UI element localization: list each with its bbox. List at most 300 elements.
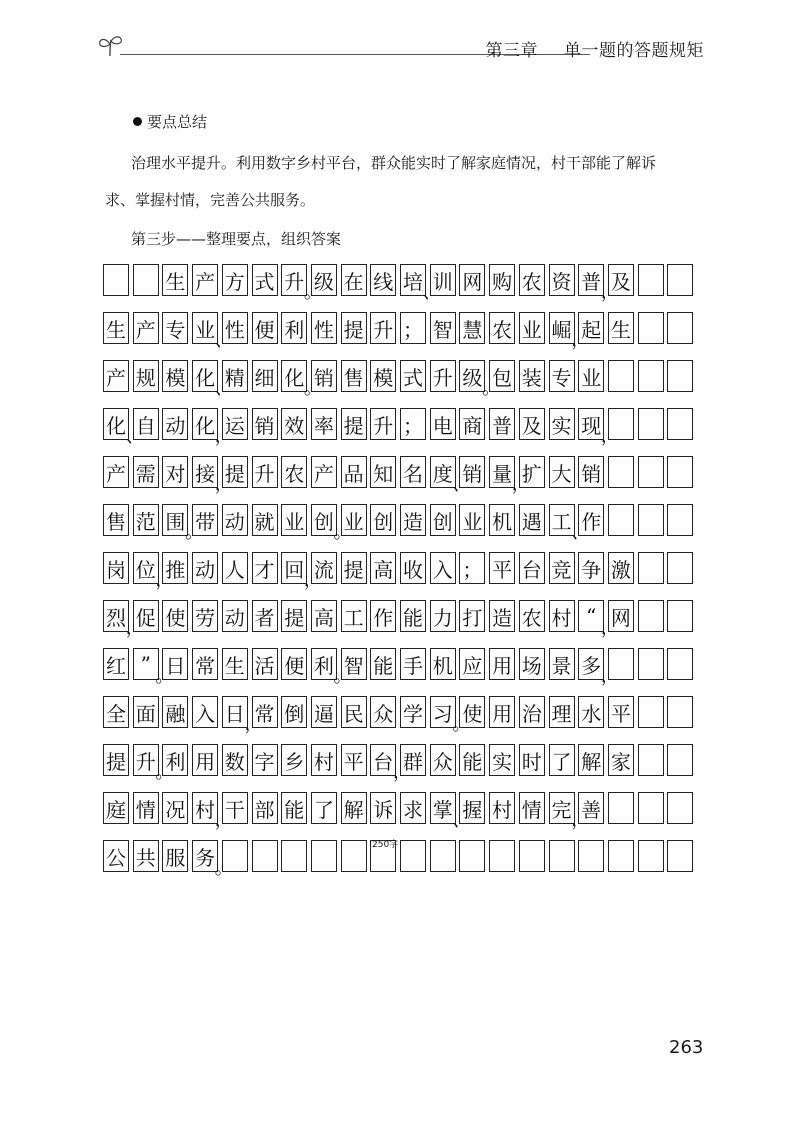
grid-cell: 生 xyxy=(608,312,634,344)
grid-cell: 了 xyxy=(311,792,337,824)
grid-cell: 性 xyxy=(311,312,337,344)
grid-cell: 资 xyxy=(549,264,575,296)
grid-cell: 普 xyxy=(489,408,515,440)
grid-cell: 常 xyxy=(192,648,218,680)
grid-cell: 烈 xyxy=(103,600,129,632)
grid-row xyxy=(103,408,697,447)
grid-cell: 造 xyxy=(400,504,426,536)
grid-cell xyxy=(400,840,426,872)
grid-cell xyxy=(667,696,693,728)
grid-cell: 产 xyxy=(103,360,129,392)
punctuation-mark: ， xyxy=(511,474,530,495)
grid-row xyxy=(103,360,697,399)
grid-row xyxy=(103,744,697,783)
grid-cell: 公 xyxy=(103,840,129,872)
grid-cell: 慧 xyxy=(459,312,485,344)
grid-cell: 作 xyxy=(370,600,396,632)
punctuation-mark: ， xyxy=(600,426,619,447)
grid-cell: 精 xyxy=(222,360,248,392)
grid-cell xyxy=(638,264,664,296)
grid-cell: 能 xyxy=(370,648,396,680)
grid-cell: 回 xyxy=(281,552,307,584)
grid-cell: 倒 xyxy=(281,696,307,728)
grid-cell: 情 xyxy=(519,792,545,824)
punctuation-mark: 。 xyxy=(155,762,174,783)
grid-cell: 完 xyxy=(549,792,575,824)
grid-cell: 竞 xyxy=(549,552,575,584)
punctuation-mark: ， xyxy=(600,618,619,639)
punctuation-mark: 。 xyxy=(303,282,322,303)
grid-cell: 了 xyxy=(549,744,575,776)
grid-cell xyxy=(638,744,664,776)
grid-cell: 遇 xyxy=(519,504,545,536)
grid-cell: 产 xyxy=(192,264,218,296)
grid-cell: 面 xyxy=(133,696,159,728)
grid-cell: 者 xyxy=(252,600,278,632)
grid-cell xyxy=(667,792,693,824)
grid-cell: 训 xyxy=(430,264,456,296)
grid-cell: 升 xyxy=(430,360,456,392)
grid-cell: 农 xyxy=(519,600,545,632)
grid-cell: 工 xyxy=(549,504,575,536)
grid-cell: 及 xyxy=(608,264,634,296)
grid-cell: 式 xyxy=(252,264,278,296)
grid-cell xyxy=(222,840,248,872)
grid-cell: 群 xyxy=(400,744,426,776)
punctuation-mark: 。 xyxy=(333,666,352,687)
punctuation-mark: ， xyxy=(303,570,322,591)
grid-cell xyxy=(638,600,664,632)
grid-cell: 收 xyxy=(400,552,426,584)
grid-cell: 自 xyxy=(133,408,159,440)
key-points-heading xyxy=(133,111,207,132)
grid-cell: 台 xyxy=(370,744,396,776)
grid-cell: 专 xyxy=(549,360,575,392)
grid-cell: 日 xyxy=(222,696,248,728)
punctuation-mark: 。 xyxy=(452,714,471,735)
grid-cell: 流 xyxy=(311,552,337,584)
grid-cell: 网 xyxy=(608,600,634,632)
grid-cell: 培 xyxy=(400,264,426,296)
grid-cell: 岗 xyxy=(103,552,129,584)
grid-cell: 专 xyxy=(162,312,188,344)
grid-cell: 业 xyxy=(519,312,545,344)
grid-cell: 农 xyxy=(281,456,307,488)
grid-row xyxy=(103,600,697,639)
grid-cell: 业 xyxy=(578,360,604,392)
grid-cell: 入 xyxy=(430,552,456,584)
page-header xyxy=(96,30,704,64)
punctuation-mark: 、 xyxy=(571,522,590,543)
punctuation-mark: ， xyxy=(155,570,174,591)
grid-cell: 升 xyxy=(370,312,396,344)
grid-cell: 全 xyxy=(103,696,129,728)
grid-cell xyxy=(638,504,664,536)
grid-cell: 动 xyxy=(162,408,188,440)
grid-cell xyxy=(578,840,604,872)
punctuation-mark: ， xyxy=(244,714,263,735)
grid-cell: 能 xyxy=(400,600,426,632)
grid-cell: 升 xyxy=(281,264,307,296)
grid-cell: 解 xyxy=(341,792,367,824)
grid-cell: 现 xyxy=(578,408,604,440)
grid-cell: 范 xyxy=(133,504,159,536)
grid-cell: 求 xyxy=(400,792,426,824)
grid-cell: 销 xyxy=(578,456,604,488)
grid-cell: 创 xyxy=(430,504,456,536)
grid-cell: 部 xyxy=(252,792,278,824)
grid-cell: 实 xyxy=(489,744,515,776)
punctuation-mark: ， xyxy=(571,810,590,831)
grid-row xyxy=(103,456,697,495)
grid-cell xyxy=(667,840,693,872)
grid-cell xyxy=(638,792,664,824)
grid-cell xyxy=(133,264,159,296)
grid-cell xyxy=(608,840,634,872)
grid-cell: 智 xyxy=(430,312,456,344)
grid-cell xyxy=(667,552,693,584)
grid-cell: 崛 xyxy=(549,312,575,344)
grid-cell xyxy=(281,840,307,872)
grid-cell: 促 xyxy=(133,600,159,632)
grid-cell: 率 xyxy=(311,408,337,440)
grid-cell: 水 xyxy=(578,696,604,728)
grid-cell: 握 xyxy=(459,792,485,824)
punctuation-mark: ， xyxy=(600,666,619,687)
grid-cell: 利 xyxy=(162,744,188,776)
grid-cell xyxy=(549,840,575,872)
grid-cell xyxy=(252,840,278,872)
grid-cell: 化 xyxy=(192,360,218,392)
grid-row xyxy=(103,648,697,687)
grid-cell: 网 xyxy=(459,264,485,296)
grid-cell: 生 xyxy=(103,312,129,344)
grid-cell: 字 xyxy=(252,744,278,776)
grid-cell: 时 xyxy=(519,744,545,776)
grid-cell: 细 xyxy=(252,360,278,392)
grid-cell: 装 xyxy=(519,360,545,392)
grid-cell: 红 xyxy=(103,648,129,680)
punctuation-mark: 。 xyxy=(333,522,352,543)
grid-cell: 购 xyxy=(489,264,515,296)
grid-cell: 利 xyxy=(311,648,337,680)
punctuation-mark: 、 xyxy=(452,810,471,831)
grid-cell xyxy=(638,312,664,344)
grid-cell: 对 xyxy=(162,456,188,488)
grid-cell: 常 xyxy=(252,696,278,728)
grid-cell: 商 xyxy=(459,408,485,440)
grid-cell: 民 xyxy=(341,696,367,728)
grid-cell xyxy=(489,840,515,872)
grid-cell: ； xyxy=(459,552,485,584)
grid-row xyxy=(103,552,697,591)
grid-cell: 在 xyxy=(341,264,367,296)
grid-cell xyxy=(638,360,664,392)
grid-cell: 家 xyxy=(608,744,634,776)
bullet-dot-icon xyxy=(133,117,142,126)
grid-cell: 售 xyxy=(341,360,367,392)
grid-cell: 能 xyxy=(281,792,307,824)
grid-cell: 众 xyxy=(370,696,396,728)
grid-cell: 用 xyxy=(489,648,515,680)
grid-cell: 电 xyxy=(430,408,456,440)
grid-cell xyxy=(638,552,664,584)
punctuation-mark: 、 xyxy=(422,282,441,303)
grid-cell: 需 xyxy=(133,456,159,488)
grid-cell: 方 xyxy=(222,264,248,296)
grid-cell: 级 xyxy=(311,264,337,296)
grid-cell: 造 xyxy=(489,600,515,632)
grid-cell: 工 xyxy=(341,600,367,632)
punctuation-mark: ， xyxy=(600,282,619,303)
grid-cell xyxy=(638,648,664,680)
grid-row xyxy=(103,840,697,879)
grid-cell xyxy=(667,600,693,632)
grid-row xyxy=(103,696,697,735)
grid-cell: 习 xyxy=(430,696,456,728)
grid-cell: 创 xyxy=(311,504,337,536)
chapter-label: 第三章 xyxy=(485,41,538,61)
grid-cell: 售 xyxy=(103,504,129,536)
grid-cell: 人 xyxy=(222,552,248,584)
grid-cell: 平 xyxy=(341,744,367,776)
grid-cell xyxy=(608,504,634,536)
grid-cell xyxy=(638,456,664,488)
grid-cell: 效 xyxy=(281,408,307,440)
grid-cell: ” xyxy=(133,648,159,680)
grid-cell: ； xyxy=(400,408,426,440)
grid-cell xyxy=(638,840,664,872)
grid-cell: 融 xyxy=(162,696,188,728)
grid-cell: 解 xyxy=(578,744,604,776)
grid-cell: 化 xyxy=(103,408,129,440)
grid-cell: 村 xyxy=(192,792,218,824)
page-number: 263 xyxy=(669,1037,704,1058)
punctuation-mark: 、 xyxy=(214,330,233,351)
grid-cell: 提 xyxy=(341,408,367,440)
grid-cell: 动 xyxy=(222,600,248,632)
grid-cell xyxy=(667,264,693,296)
grid-cell xyxy=(103,264,129,296)
grid-cell: 日 xyxy=(162,648,188,680)
grid-cell: 包 xyxy=(489,360,515,392)
grid-cell: “ xyxy=(578,600,604,632)
grid-cell: 推 xyxy=(162,552,188,584)
grid-cell: 销 xyxy=(459,456,485,488)
grid-cell: 销 xyxy=(252,408,278,440)
punctuation-mark: ， xyxy=(214,810,233,831)
punctuation-mark: 。 xyxy=(482,378,501,399)
punctuation-mark: ， xyxy=(214,426,233,447)
punctuation-mark: 、 xyxy=(214,378,233,399)
grid-cell: 大 xyxy=(549,456,575,488)
grid-cell: 线 xyxy=(370,264,396,296)
grid-cell: 就 xyxy=(252,504,278,536)
grid-cell xyxy=(608,360,634,392)
grid-cell: 起 xyxy=(578,312,604,344)
grid-cell: 提 xyxy=(281,600,307,632)
grid-row xyxy=(103,792,697,831)
punctuation-mark: 。 xyxy=(303,378,322,399)
grid-cell: 业 xyxy=(192,312,218,344)
grid-cell: 便 xyxy=(281,648,307,680)
grid-cell: 使 xyxy=(459,696,485,728)
grid-cell: ； xyxy=(400,312,426,344)
grid-cell xyxy=(608,792,634,824)
grid-cell: 平 xyxy=(489,552,515,584)
grid-cell: 能 xyxy=(459,744,485,776)
grid-cell: 规 xyxy=(133,360,159,392)
grid-cell: 乡 xyxy=(281,744,307,776)
grid-cell: 激 xyxy=(608,552,634,584)
grid-cell: 利 xyxy=(281,312,307,344)
grid-cell: 运 xyxy=(222,408,248,440)
grid-cell: 升 xyxy=(370,408,396,440)
grid-cell: 应 xyxy=(459,648,485,680)
punctuation-mark: 、 xyxy=(125,426,144,447)
grid-cell xyxy=(311,840,337,872)
grid-cell: 级 xyxy=(459,360,485,392)
grid-cell: 提 xyxy=(341,312,367,344)
grid-cell xyxy=(608,408,634,440)
grid-cell: 位 xyxy=(133,552,159,584)
grid-cell: 生 xyxy=(222,648,248,680)
grid-cell: 治 xyxy=(519,696,545,728)
grid-cell: 模 xyxy=(162,360,188,392)
grid-cell xyxy=(667,312,693,344)
grid-cell: 业 xyxy=(281,504,307,536)
answer-grid xyxy=(103,264,697,888)
punctuation-mark: 。 xyxy=(214,858,233,879)
grid-cell: 干 xyxy=(222,792,248,824)
grid-cell xyxy=(638,696,664,728)
grid-cell: 品 xyxy=(341,456,367,488)
grid-cell: 况 xyxy=(162,792,188,824)
grid-cell: 带 xyxy=(192,504,218,536)
grid-cell: 诉 xyxy=(370,792,396,824)
grid-cell: 销 xyxy=(311,360,337,392)
grid-cell: 普 xyxy=(578,264,604,296)
grid-cell: 智 xyxy=(341,648,367,680)
grid-cell: 机 xyxy=(489,504,515,536)
grid-cell: 升 xyxy=(133,744,159,776)
grid-cell: 高 xyxy=(311,600,337,632)
grid-row xyxy=(103,504,697,543)
grid-cell: 使 xyxy=(162,600,188,632)
grid-cell: 性 xyxy=(222,312,248,344)
grid-cell: 力 xyxy=(430,600,456,632)
summary-line: 治理水平提升。利用数字乡村平台，群众能实时了解家庭情况，村干部能了解诉 xyxy=(131,154,657,172)
grid-cell: 提 xyxy=(103,744,129,776)
word-count-label: 250字 xyxy=(372,840,399,850)
grid-cell: 逼 xyxy=(311,696,337,728)
grid-cell: 活 xyxy=(252,648,278,680)
punctuation-mark: ， xyxy=(125,618,144,639)
punctuation-mark: 、 xyxy=(452,474,471,495)
grid-cell xyxy=(459,840,485,872)
grid-cell: 务 xyxy=(192,840,218,872)
grid-cell xyxy=(667,408,693,440)
grid-cell: 度 xyxy=(430,456,456,488)
grid-cell: 村 xyxy=(311,744,337,776)
grid-cell: 理 xyxy=(549,696,575,728)
punctuation-mark: ， xyxy=(214,474,233,495)
grid-cell: 村 xyxy=(549,600,575,632)
grid-cell: 农 xyxy=(519,264,545,296)
grid-cell xyxy=(341,840,367,872)
grid-cell: 作 xyxy=(578,504,604,536)
grid-cell: 用 xyxy=(489,696,515,728)
punctuation-mark: ， xyxy=(393,762,411,783)
grid-cell: 便 xyxy=(252,312,278,344)
grid-cell: 手 xyxy=(400,648,426,680)
grid-cell: 台 xyxy=(519,552,545,584)
grid-cell: 升 xyxy=(252,456,278,488)
running-title xyxy=(486,36,705,61)
grid-cell: 劳 xyxy=(192,600,218,632)
summary-line: 求、掌握村情，完善公共服务。 xyxy=(105,191,316,209)
grid-cell: 产 xyxy=(103,456,129,488)
punctuation-mark: 。 xyxy=(185,522,204,543)
grid-cell: 扩 xyxy=(519,456,545,488)
grid-cell xyxy=(667,456,693,488)
grid-cell: 才 xyxy=(252,552,278,584)
grid-cell xyxy=(667,504,693,536)
grid-cell: 生 xyxy=(162,264,188,296)
grid-cell: 情 xyxy=(133,792,159,824)
grid-row xyxy=(103,264,697,303)
grid-cell: 业 xyxy=(459,504,485,536)
chapter-title: 单一题的答题规矩 xyxy=(564,41,704,61)
grid-cell xyxy=(667,648,693,680)
grid-cell: 掌 xyxy=(430,792,456,824)
grid-cell: 农 xyxy=(489,312,515,344)
grid-cell xyxy=(519,840,545,872)
grid-cell: 业 xyxy=(341,504,367,536)
grid-cell: 名 xyxy=(400,456,426,488)
grid-cell: 众 xyxy=(430,744,456,776)
grid-cell: 化 xyxy=(192,408,218,440)
grid-cell: 景 xyxy=(549,648,575,680)
grid-cell: 庭 xyxy=(103,792,129,824)
grid-row xyxy=(103,312,697,351)
grid-cell: 及 xyxy=(519,408,545,440)
punctuation-mark: 。 xyxy=(155,666,174,687)
key-points-label: 要点总结 xyxy=(147,113,208,131)
grid-cell: 式 xyxy=(400,360,426,392)
grid-cell: 入 xyxy=(192,696,218,728)
grid-cell: 知 xyxy=(370,456,396,488)
grid-cell: 提 xyxy=(222,456,248,488)
grid-cell xyxy=(667,744,693,776)
grid-cell xyxy=(608,456,634,488)
grid-cell: 动 xyxy=(222,504,248,536)
grid-cell: 量 xyxy=(489,456,515,488)
step-heading: 第三步——整理要点，组织答案 xyxy=(131,230,342,248)
grid-cell: 学 xyxy=(400,696,426,728)
grid-cell: 平 xyxy=(608,696,634,728)
grid-cell: 数 xyxy=(222,744,248,776)
grid-cell: 化 xyxy=(281,360,307,392)
grid-cell: 村 xyxy=(489,792,515,824)
grid-cell: 多 xyxy=(578,648,604,680)
grid-cell: 机 xyxy=(430,648,456,680)
grid-cell: 接 xyxy=(192,456,218,488)
grid-cell xyxy=(430,840,456,872)
grid-cell: 动 xyxy=(192,552,218,584)
grid-cell xyxy=(638,408,664,440)
grid-cell: 产 xyxy=(311,456,337,488)
